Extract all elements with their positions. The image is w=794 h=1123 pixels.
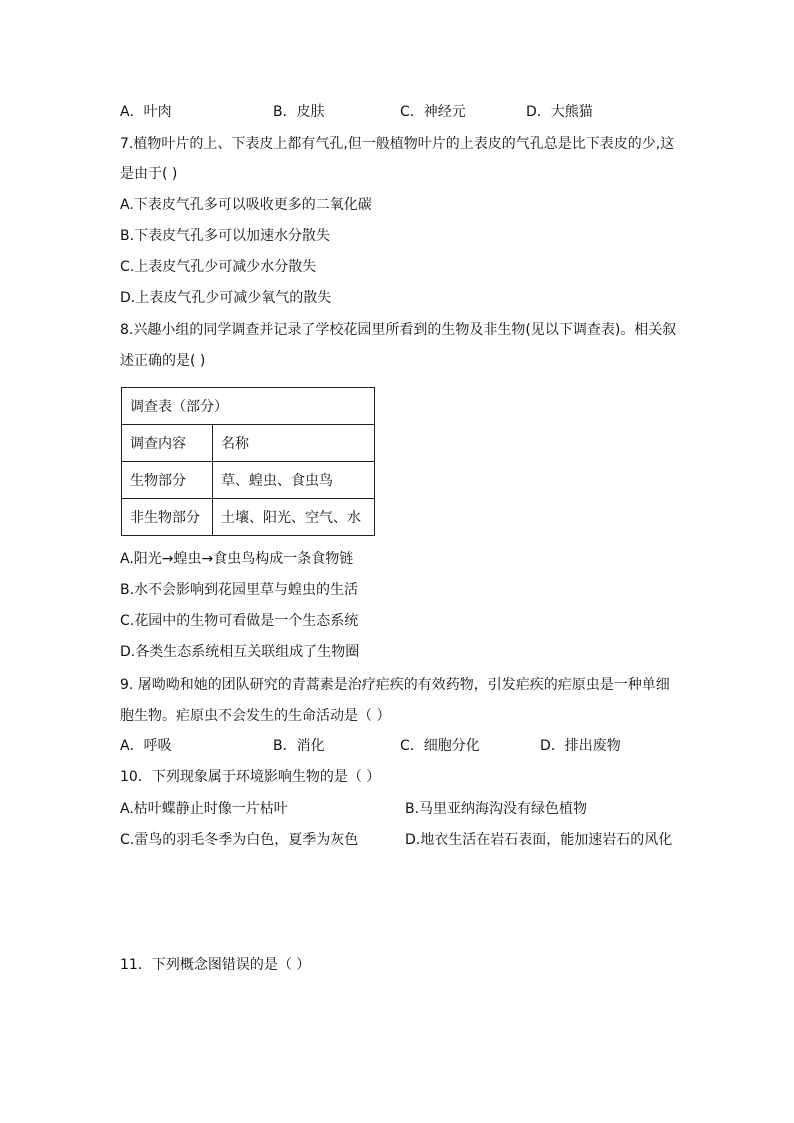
q8-option-a: A.阳光→蝗虫→食虫鸟构成一条食物链 [120,551,354,567]
q9-option-a: A．呼吸 [120,738,172,754]
q11-stem: 11．下列概念图错误的是（ ） [120,957,311,973]
q7-option-c: C.上表皮气孔少可减少水分散失 [120,259,317,275]
survey-caption: 调查表（部分） [122,388,375,425]
q8-option-b: B.水不会影响到花园里草与蝗虫的生活 [120,582,359,598]
q6-option-d: D．大熊猫 [526,104,593,120]
q7-option-b: B.下表皮气孔多可以加速水分散失 [120,228,331,244]
survey-header-name: 名称 [213,425,375,462]
q8-option-c: C.花园中的生物可看做是一个生态系统 [120,613,359,629]
q6-option-a: A．叶肉 [120,104,172,120]
q10-option-a: A.枯叶蝶静止时像一片枯叶 [120,801,288,817]
q9-option-d: D．排出废物 [540,738,621,754]
survey-header-content: 调查内容 [122,425,213,462]
q9-stem-line2: 胞生物。疟原虫不会发生的生命活动是（ ） [120,708,391,724]
q10-option-d: D.地衣生活在岩石表面，能加速岩石的风化 [405,832,673,848]
table-row [122,499,375,536]
survey-cell-abiotic-value: 土壤、阳光、空气、水 [213,499,375,536]
q8-stem-line2: 述正确的是( ) [120,353,206,369]
q7-stem-line2: 是由于( ) [120,166,178,182]
q7-option-d: D.上表皮气孔少可减少氧气的散失 [120,290,332,306]
survey-caption-row [122,388,375,425]
q6-option-c: C．神经元 [400,104,466,120]
q9-option-b: B．消化 [273,738,325,754]
survey-cell-biotic-value: 草、蝗虫、食虫鸟 [213,462,375,499]
survey-header-row [122,425,375,462]
q9-option-c: C．细胞分化 [400,738,480,754]
survey-table [121,387,375,536]
q9-stem-line1: 9. 屠呦呦和她的团队研究的青蒿素是治疗疟疾的有效药物，引发疟疾的疟原虫是一种单细 [120,677,670,693]
q10-option-c: C.雷鸟的羽毛冬季为白色，夏季为灰色 [120,832,359,848]
q10-stem: 10．下列现象属于环境影响生物的是（ ） [120,769,381,785]
q10-option-b: B.马里亚纳海沟没有绿色植物 [405,801,588,817]
q8-stem-line1: 8.兴趣小组的同学调查并记录了学校花园里所看到的生物及非生物(见以下调查表)。相关叙 [120,322,677,338]
q7-stem-line1: 7.植物叶片的上、下表皮上都有气孔,但一般植物叶片的上表皮的气孔总是比下表皮的少,这 [120,136,675,152]
survey-cell-abiotic-label: 非生物部分 [122,499,213,536]
table-row [122,462,375,499]
q8-option-d: D.各类生态系统相互关联组成了生物圈 [120,644,360,660]
survey-cell-biotic-label: 生物部分 [122,462,213,499]
q7-option-a: A.下表皮气孔多可以吸收更多的二氧化碳 [120,197,372,213]
q6-option-b: B．皮肤 [273,104,325,120]
